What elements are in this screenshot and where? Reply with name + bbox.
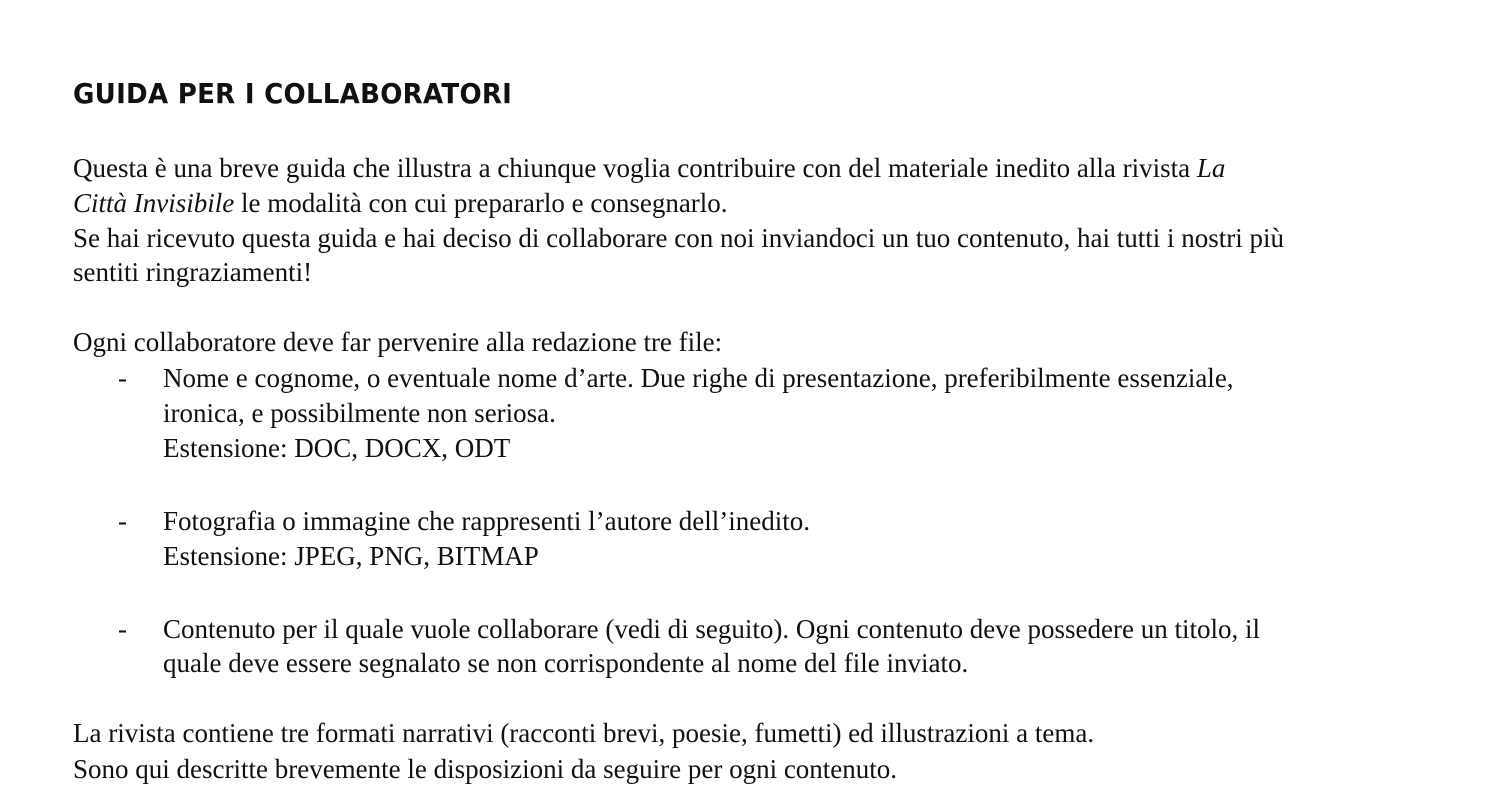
magazine-name: La [1196, 153, 1226, 183]
bullet-2-line: Fotografia o immagine che rappresenti l’autore dell’inedito. [163, 506, 811, 536]
intro-line-4: sentiti ringraziamenti! [73, 257, 313, 287]
bullet-marker: - [118, 506, 127, 536]
intro-text: le modalità con cui prepararlo e consegnarlo. [234, 188, 728, 218]
bullet-2-extension: Estensione: JPEG, PNG, BITMAP [163, 541, 539, 571]
bullet-3-line: quale deve essere segnalato se non corrispondente al nome del file inviato. [163, 648, 969, 678]
intro-line-1 [73, 151, 1225, 185]
page-title: GUIDA PER I COLLABORATORI [73, 77, 513, 110]
intro-line-3: Se hai ricevuto questa guida e hai deciso di collaborare con noi inviandoci un tuo contenuto, hai tutti i nostri più [73, 223, 1284, 253]
magazine-name: Città Invisibile [73, 188, 235, 218]
bullet-marker: - [118, 363, 127, 393]
bullet-1-line: ironica, e possibilmente non seriosa. [163, 398, 556, 428]
intro-text: Questa è una breve guida che illustra a chiunque voglia contribuire con del materiale inedito alla rivista [73, 153, 1197, 183]
bullet-1-extension: Estensione: DOC, DOCX, ODT [163, 433, 511, 463]
files-intro: Ogni collaboratore deve far pervenire alla redazione tre file: [73, 327, 723, 357]
intro-line-2 [73, 186, 728, 220]
bullet-3-line: Contenuto per il quale vuole collaborare (vedi di seguito). Ogni contenuto deve possedere un titolo, il [163, 614, 1260, 644]
closing-line-2: Sono qui descritte brevemente le disposizioni da seguire per ogni contenuto. [73, 754, 898, 784]
bullet-1-line: Nome e cognome, o eventuale nome d’arte. Due righe di presentazione, preferibilmente essenziale, [163, 363, 1234, 393]
closing-line-1: La rivista contiene tre formati narrativi (racconti brevi, poesie, fumetti) ed illustrazioni a tema. [73, 718, 1095, 748]
bullet-marker: - [118, 614, 127, 644]
